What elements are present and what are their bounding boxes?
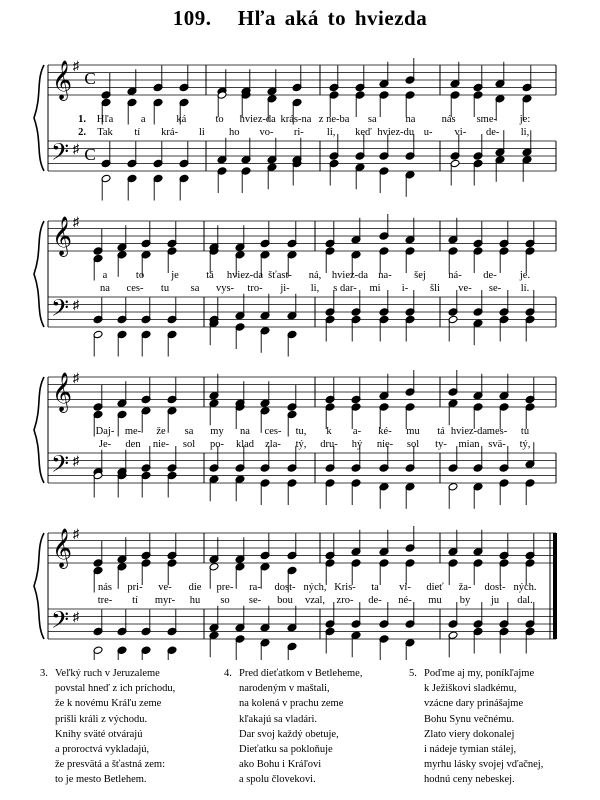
song-title-text: Hľa aká to hviezda — [237, 6, 428, 30]
verse1-syllable: ná, — [308, 270, 322, 281]
verse1-syllable: k — [326, 426, 332, 437]
verse2-syllable: li, — [326, 127, 336, 138]
stanza-number: 4. — [224, 668, 232, 679]
verse2-syllable: ho — [228, 127, 240, 138]
verse2-syllable: u- — [423, 127, 433, 138]
stanza-line: vzácne dary prinášajme — [424, 698, 524, 710]
verse2-syllable: vzal, — [304, 595, 326, 606]
verse2-syllable: tre- — [97, 595, 113, 606]
sharp-key-icon: ♯ — [72, 297, 80, 312]
verse1-syllable: tu, — [295, 426, 307, 437]
stanza-line: i nádeje tymian stálej, — [424, 744, 517, 756]
verse2-syllable: hu — [189, 595, 201, 606]
verse2-syllable: krá- — [161, 127, 179, 138]
verse2-syllable: zro- — [336, 595, 354, 606]
stanza-line: a proroctvá vykladajú, — [55, 744, 150, 756]
verse2-syllable: zla- — [265, 439, 281, 450]
verse2-syllable: klad — [235, 439, 255, 450]
stanza-line: Zlato viery dokonalej — [424, 728, 515, 740]
verse1-syllable: je: — [519, 114, 531, 125]
verse1-syllable: dieť — [426, 582, 444, 593]
verse2-syllable: tý, — [519, 439, 531, 450]
verse2-syllable: de- — [368, 595, 382, 606]
stanza-5 — [409, 666, 543, 788]
sharp-key-icon: ♯ — [72, 526, 80, 541]
stanza-line: povstal hneď z ich príchodu, — [55, 683, 176, 695]
verse1-syllable: nás — [441, 114, 456, 125]
sharp-key-icon: ♯ — [72, 141, 80, 156]
verse1-syllable: ces- — [264, 426, 282, 437]
verse1-syllable: sme- — [476, 114, 498, 125]
verse2-syllable: tí — [132, 595, 138, 606]
verse2-syllable: keď — [355, 127, 372, 138]
treble-clef-icon: 𝄞 — [51, 374, 73, 411]
stanza-line: hodnú ceny nebeskej. — [424, 774, 515, 786]
stanza-line: Dieťatku sa pokloňuje — [239, 744, 333, 756]
sharp-key-icon: ♯ — [72, 58, 80, 73]
sharp-key-icon: ♯ — [72, 370, 80, 385]
verse2-syllable: bou — [277, 595, 293, 606]
verse2-syllable: i- — [401, 283, 409, 294]
verse1-syllable: pre- — [216, 582, 234, 593]
time-signature: C — [84, 69, 96, 88]
treble-clef-icon: 𝄞 — [51, 218, 73, 255]
verse1-syllable: sa — [367, 114, 377, 125]
verse2-syllable: po- — [210, 439, 224, 450]
bass-clef-icon: 𝄢 — [50, 452, 70, 483]
verse2-syllable: ri- — [293, 127, 304, 138]
stanza-number: 3. — [40, 668, 48, 679]
verse2-syllable: den — [125, 439, 141, 450]
sharp-key-icon: ♯ — [72, 214, 80, 229]
verse2-syllable: ju — [490, 595, 500, 606]
verse1-syllable: šťast- — [268, 270, 292, 281]
verse-number: 1. — [78, 114, 86, 125]
verse1-syllable: tu — [520, 426, 530, 437]
verse1-syllable: hviez-da — [331, 270, 369, 281]
verse2-syllable: sa — [190, 283, 200, 294]
system-brace — [34, 221, 44, 327]
verse2-syllable: s dar- — [333, 283, 357, 294]
verse2-syllable: na — [100, 283, 110, 294]
verse1-syllable: že — [156, 426, 166, 437]
stanza-4 — [224, 666, 362, 788]
verse2-syllable: ces- — [126, 283, 144, 294]
verse2-syllable: tu — [160, 283, 170, 294]
verse1-syllable: hviez-da — [226, 270, 264, 281]
verse2-syllable: šli — [430, 283, 440, 294]
verse1-syllable: dost- — [274, 582, 296, 593]
stanza-line: ako Bohu i Kráľovi — [239, 759, 322, 771]
verse2-syllable: tý, — [295, 439, 307, 450]
stanza-line: to je mesto Betlehem. — [55, 774, 147, 786]
stanza-line: na kolená v prachu zeme — [239, 698, 344, 710]
verse2-syllable: tro- — [247, 283, 263, 294]
verse1-syllable: ných. — [513, 582, 537, 593]
bass-clef-icon: 𝄢 — [50, 140, 70, 171]
bass-clef-icon: 𝄢 — [50, 296, 70, 327]
stanza-line: a spolu človekovi. — [239, 774, 316, 786]
verse1-syllable: pri- — [127, 582, 143, 593]
verse2-syllable: mian — [458, 439, 480, 450]
verse2-syllable: ve- — [458, 283, 472, 294]
verse2-syllable: li, — [520, 127, 530, 138]
verse1-syllable: tá — [206, 270, 214, 281]
verse2-syllable: lí. — [520, 283, 530, 294]
verse1-syllable: ká — [176, 114, 187, 125]
verse1-syllable: to — [135, 270, 145, 281]
stanza-line: Bohu Synu večnému. — [424, 713, 515, 725]
time-signature: C — [84, 145, 96, 164]
verse2-syllable: Je- — [98, 439, 112, 450]
system-brace — [34, 533, 44, 639]
verse1-syllable: vi- — [399, 582, 411, 593]
verse1-syllable: mu — [406, 426, 420, 437]
verse1-syllable: hviez-da — [239, 114, 276, 125]
stanza-line: k Ježiškovi sladkému, — [424, 683, 517, 695]
verse2-syllable: li — [199, 127, 205, 138]
verse1-syllable: sa — [184, 426, 194, 437]
verse2-syllable: tí — [134, 127, 141, 138]
stanza-line: narodeným v maštali, — [239, 683, 330, 695]
verse1-syllable: ve- — [158, 582, 172, 593]
verse1-syllable: my — [210, 426, 224, 437]
verse1-syllable: šej — [414, 270, 426, 281]
verse2-syllable: hý — [351, 439, 363, 450]
verse2-syllable: hviez-du — [377, 127, 415, 138]
verse1-syllable: ra- — [249, 582, 261, 593]
sharp-key-icon: ♯ — [72, 609, 80, 624]
treble-clef-icon: 𝄞 — [51, 62, 73, 99]
verse1-syllable: na- — [378, 270, 392, 281]
verse2-syllable: ji- — [280, 283, 290, 294]
verse2-syllable: ty- — [435, 439, 447, 450]
verse1-syllable: ných, — [303, 582, 327, 593]
stanza-line: myrhu lásky svojej vďačnej, — [424, 759, 544, 771]
verse2-syllable: so — [220, 595, 230, 606]
verse1-syllable: to — [215, 114, 224, 125]
verse2-syllable: se- — [248, 595, 262, 606]
stanza-line: Veľký ruch v Jeruzaleme — [55, 668, 160, 679]
verse1-syllable: hviez-da — [450, 426, 488, 437]
verse1-syllable: tá — [437, 426, 445, 437]
verse2-syllable: dal. — [517, 595, 533, 606]
stanza-line: kľakajú sa vladári. — [239, 713, 318, 725]
verse2-syllable: de- — [485, 127, 500, 138]
verse2-syllable: mu — [428, 595, 442, 606]
bass-clef-icon: 𝄢 — [50, 608, 70, 639]
verse1-syllable: me- — [124, 426, 142, 437]
verse1-syllable: dost- — [484, 582, 506, 593]
verse2-syllable: vys- — [215, 283, 235, 294]
sharp-key-icon: ♯ — [72, 453, 80, 468]
verse1-syllable: ké- — [378, 426, 392, 437]
verse1-syllable: Daj- — [95, 426, 115, 437]
stanza-number: 5. — [409, 668, 417, 679]
verse1-syllable: a — [102, 270, 108, 281]
verse2-syllable: sol — [406, 439, 420, 450]
system-brace — [34, 65, 44, 171]
verse2-syllable: nie- — [376, 439, 394, 450]
verse1-syllable: je — [171, 270, 179, 281]
verse1-syllable: na — [405, 114, 416, 125]
verse1-syllable: Kris- — [334, 582, 356, 593]
verse1-syllable: nás — [98, 582, 112, 593]
verse2-syllable: li, — [310, 283, 320, 294]
stanza-line: že presvätá a šťastná zem: — [55, 759, 166, 771]
verse2-syllable: sol — [182, 439, 196, 450]
verse2-syllable: dru- — [320, 439, 338, 450]
stanza-line: Pred dieťatkom v Betleheme, — [239, 668, 363, 679]
verse2-syllable: myr- — [154, 595, 176, 606]
verse1-syllable: a- — [352, 426, 362, 437]
verse1-syllable: ža- — [458, 582, 472, 593]
system-brace — [34, 377, 44, 483]
verse1-syllable: na — [240, 426, 250, 437]
final-bar-line — [553, 533, 557, 639]
verse2-syllable: mi — [369, 283, 381, 294]
verse2-syllable: vi- — [454, 127, 467, 138]
verse1-syllable: krás-na — [280, 114, 312, 125]
treble-clef-icon: 𝄞 — [51, 530, 73, 567]
verse2-syllable: by — [459, 595, 471, 606]
verse1-syllable: a — [140, 114, 146, 125]
verse2-syllable: svä- — [488, 439, 506, 450]
verse2-syllable: se- — [488, 283, 502, 294]
verse1-syllable: ta — [371, 582, 379, 593]
stanza-line: Poďme aj my, poníkľajme — [424, 668, 535, 679]
song-number: 109. — [172, 6, 212, 30]
verse1-syllable: de- — [483, 270, 497, 281]
verse-number: 2. — [78, 127, 86, 138]
stanza-line: Dar svoj každý obetuje, — [239, 728, 339, 740]
verse2-syllable: né- — [398, 595, 412, 606]
verse1-syllable: je. — [519, 270, 531, 281]
stanza-line: že k novému Kráľu zeme — [55, 698, 162, 710]
verse1-syllable: ná- — [448, 270, 462, 281]
verse2-syllable: Tak — [97, 127, 113, 138]
stanza-line: Knihy sväté otvárajú — [55, 728, 143, 740]
verse1-syllable: Hľa — [96, 114, 114, 125]
verse2-syllable: vo- — [259, 127, 274, 138]
verse1-syllable: z ne-ba — [318, 114, 350, 125]
stanza-3 — [40, 666, 175, 788]
verse1-syllable: die — [188, 582, 202, 593]
verse2-syllable: nie- — [152, 439, 170, 450]
verse1-syllable: mes- — [486, 426, 508, 437]
stanza-line: prišli králi z východu. — [55, 713, 148, 725]
